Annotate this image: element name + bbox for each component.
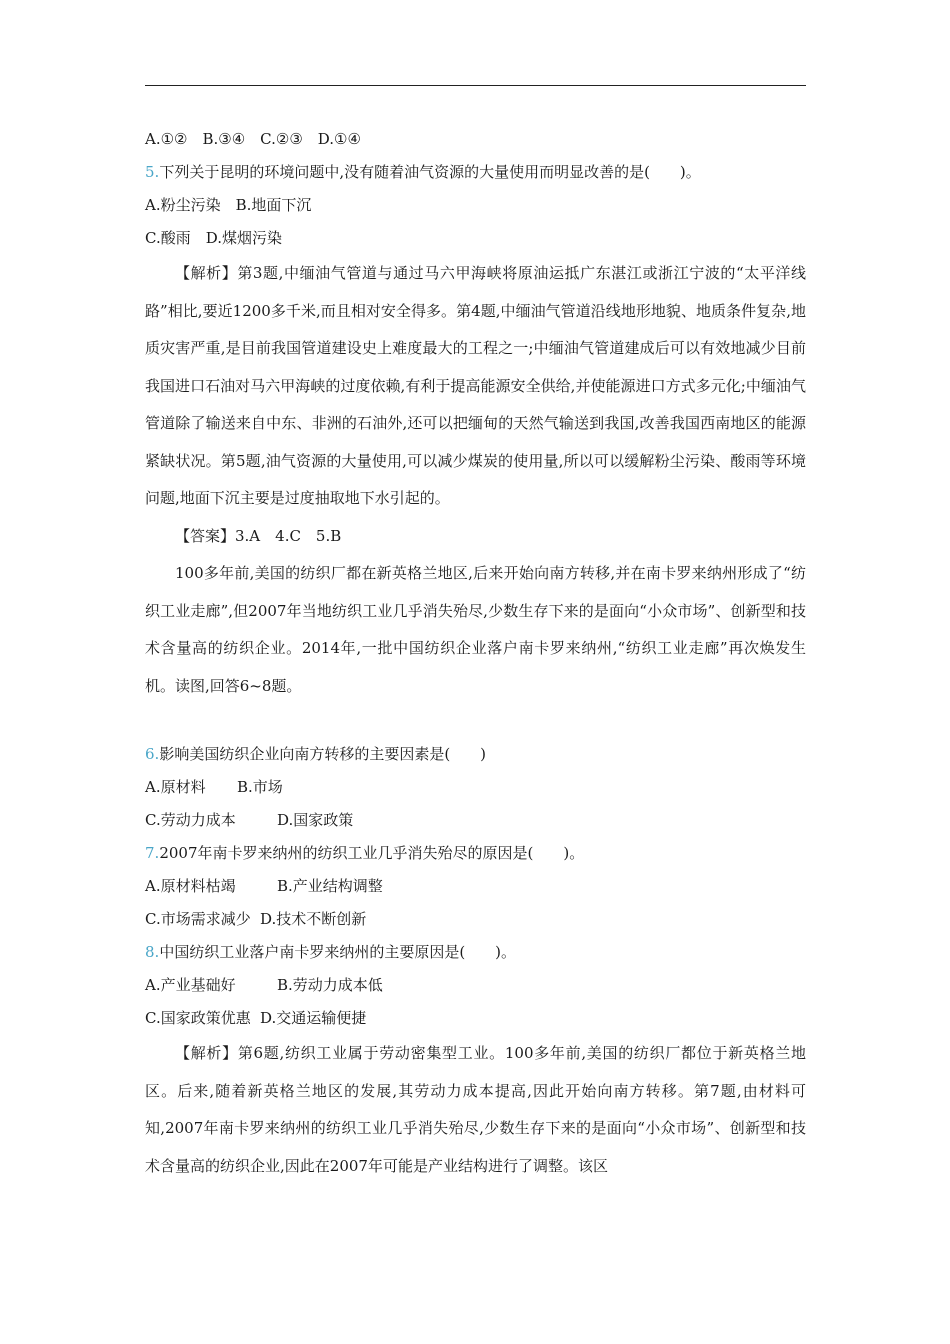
option-c: C.国家政策优惠 (145, 1009, 251, 1027)
question-7-options-ab (145, 870, 806, 903)
option-d: D.交通运输便捷 (260, 1009, 367, 1027)
option-a: A.产业基础好 (145, 976, 236, 994)
question-6-options-cd (145, 804, 806, 837)
question-6 (145, 738, 806, 771)
question-5-options-ab: A.粉尘污染 B.地面下沉 (145, 196, 312, 214)
option-d: D.国家政策 (277, 811, 354, 829)
analysis-6-8: 【解析】第6题,纺织工业属于劳动密集型工业。100多年前,美国的纺织厂都位于新英格兰地区。后来,随着新英格兰地区的发展,其劳动力成本提高,因此开始向南方转移。第7题,由材料可知,2007年南卡罗来纳州的纺织工业几乎消失殆尽,少数生存下来的是面向“小众市场”、创新型和技术含量高的纺织企业,因此在2007年可能是产业结构进行了调整。该区 (145, 1044, 806, 1175)
option-a: A.原材料 (145, 778, 206, 796)
question-8 (145, 936, 806, 969)
question-5-options-cd: C.酸雨 D.煤烟污染 (145, 229, 282, 247)
option-b: B.产业结构调整 (277, 877, 383, 895)
material-passage: 100多年前,美国的纺织厂都在新英格兰地区,后来开始向南方转移,并在南卡罗来纳州形成了“纺织工业走廊”,但2007年当地纺织工业几乎消失殆尽,少数生存下来的是面向“小众市场”、创新型和技术含量高的纺织企业。2014年,一批中国纺织企业落户南卡罗来纳州,“纺织工业走廊”再次焕发生机。读图,回答6~8题。 (145, 564, 806, 695)
question-7 (145, 837, 806, 870)
option-b: B.劳动力成本低 (277, 976, 383, 994)
option-b: B.市场 (237, 778, 283, 796)
figure-gap (145, 705, 806, 738)
header-rule (145, 85, 806, 86)
question-stem: 中国纺织工业落户南卡罗来纳州的主要原因是( )。 (159, 943, 517, 961)
option-c: C.劳动力成本 (145, 811, 236, 829)
option-d: D.技术不断创新 (260, 910, 367, 928)
question-stem: 影响美国纺织企业向南方转移的主要因素是( ) (159, 745, 487, 763)
question-6-options-ab (145, 771, 806, 804)
question-5 (145, 156, 806, 189)
question-stem: 2007年南卡罗来纳州的纺织工业几乎消失殆尽的原因是( )。 (159, 844, 585, 862)
question-number: 7. (145, 844, 160, 862)
question-number: 8. (145, 943, 160, 961)
document-body (145, 123, 806, 1185)
option-a: A.原材料枯竭 (145, 877, 236, 895)
answer-3-5: 【答案】3.A 4.C 5.B (175, 526, 342, 545)
question-stem: 下列关于昆明的环境问题中,没有随着油气资源的大量使用而明显改善的是( )。 (159, 163, 701, 181)
question-7-options-cd (145, 903, 806, 936)
question-number: 6. (145, 745, 160, 763)
question-8-options-cd (145, 1002, 806, 1035)
question-number: 5. (145, 163, 160, 181)
prev-question-options: A.①② B.③④ C.②③ D.①④ (145, 130, 361, 148)
question-8-options-ab (145, 969, 806, 1002)
analysis-3-5: 【解析】第3题,中缅油气管道与通过马六甲海峡将原油运抵广东湛江或浙江宁波的“太平洋线路”相比,要近1200多千米,而且相对安全得多。第4题,中缅油气管道沿线地形地貌、地质条件复杂,地质灾害严重,是目前我国管道建设史上难度最大的工程之一;中缅油气管道建成后可以有效地减少目前我国进口石油对马六甲海峡的过度依赖,有利于提高能源安全供给,并使能源进口方式多元化;中缅油气管道除了输送来自中东、非洲的石油外,还可以把缅甸的天然气输送到我国,改善我国西南地区的能源紧缺状况。第5题,油气资源的大量使用,可以减少煤炭的使用量,所以可以缓解粉尘污染、酸雨等环境问题,地面下沉主要是过度抽取地下水引起的。 (145, 264, 806, 507)
option-c: C.市场需求减少 (145, 910, 251, 928)
